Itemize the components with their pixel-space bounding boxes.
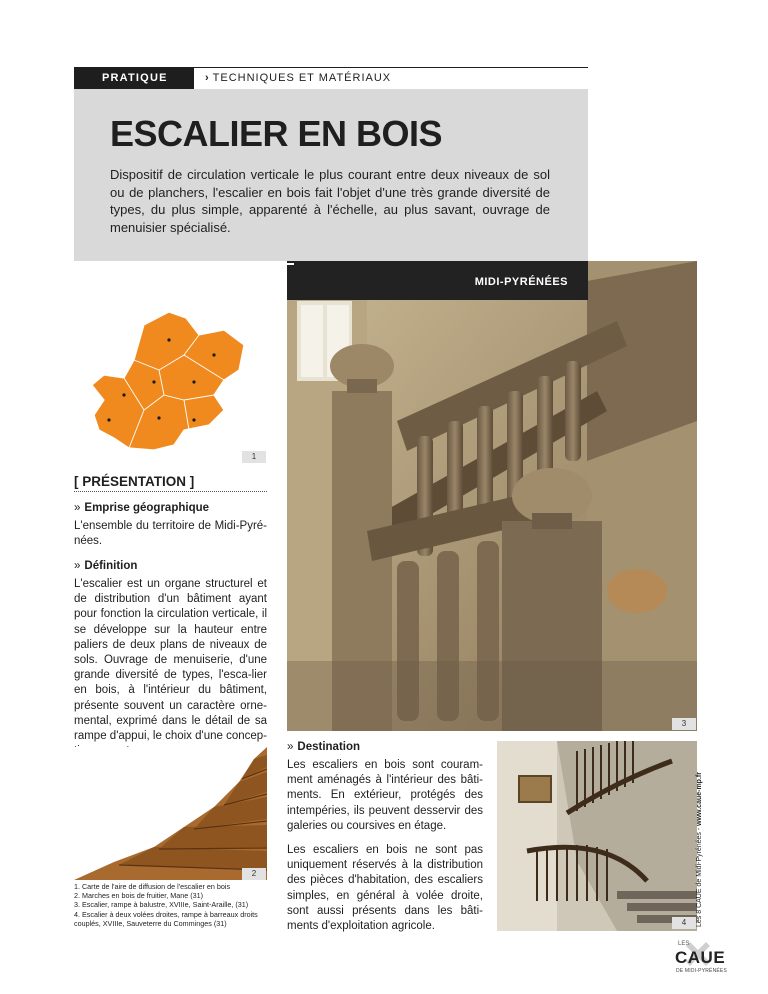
region-map (74, 300, 267, 463)
caption-3: 3. Escalier, rampe à balustre, XVIIIe, Saint-Araille, (31) (74, 900, 249, 910)
bullet-marker: » (287, 741, 294, 753)
region-name: MIDI-PYRÉNÉES (474, 276, 568, 288)
photo-staircase-balusters (287, 261, 697, 731)
corner-crop-mark (284, 263, 294, 273)
subheading-text: Emprise géographique (84, 502, 210, 514)
logo-caue: CAUE (675, 948, 726, 967)
section-heading-presentation: [ PRÉSENTATION ] (74, 474, 195, 489)
category-tab: PRATIQUE (74, 67, 194, 89)
paragraph-destination-1: Les escaliers en bois sont couram-ment aménagés à l'intérieur des bâti-ments. En extérieur, protégés des intempéries, ils peuvent desservir des galeries ou coursives en étage. (287, 759, 483, 832)
page-title: ESCALIER EN BOIS (110, 113, 443, 154)
logo-subtitle: DE MIDI-PYRÉNÉES (676, 968, 727, 974)
caption-2: 2. Marches en bois de fruitier, Mane (31) (74, 891, 204, 901)
figure-number-4: 4 (672, 917, 696, 929)
bullet-marker: » (74, 502, 81, 514)
lead-paragraph: Dispositif de circulation verticale le plus courant entre deux niveaux de sol ou de planchers, l'escalier en bois fait l'objet d'une très grande diversité de types, du plus simple, apparenté à l'échelle, au plus savant, ouvrage de menuisier spécialisé. (110, 167, 550, 235)
photo-two-flight-staircase (497, 741, 697, 931)
caption-4: 4. Escalier à deux volées droites, rampe à barreaux droits couplés, XVIIIe, Sauveterre du Comminges (31) (74, 909, 258, 928)
caption-1: 1. Carte de l'aire de diffusion de l'escalier en bois (74, 882, 231, 891)
subheading-definition (74, 560, 137, 572)
figure-number-1: 1 (242, 451, 266, 463)
paragraph-destination-2: Les escaliers en bois ne sont pas uniquement réservés à la distribution des pièces d'habitation, des escaliers simples, en général à volée droite, sont aussi présents dans les bâti-ments d'exploitation agricole. (287, 844, 483, 933)
subheading-text: Définition (84, 560, 138, 572)
section-label: TECHNIQUES ET MATÉRIAUX (212, 72, 392, 84)
section-breadcrumb (205, 67, 391, 89)
subheading-emprise (74, 502, 209, 514)
subheading-destination (287, 741, 360, 753)
photo-wooden-steps (74, 747, 267, 880)
figure-number-2: 2 (242, 868, 266, 880)
chevron-right-icon: › (205, 72, 210, 84)
figure-captions (74, 882, 269, 928)
logo-les: LES (678, 941, 690, 947)
paragraph-definition: L'escalier est un organe structurel et de distribution d'un bâtiment ayant pour fonction la circulation verticale, il se développe sur la hauteur entre paliers de deux plans de niveaux de sols. Ouvrage de menuiserie, d'une grande diversité de types, l'esca-lier en bois, à l'intérieur du bâtiment, présente souvent un caractère orne-mental, exprimé dans le détail de sa rampe d'appui, le choix d'une concep- (74, 578, 267, 743)
credit-text: Les 8 CAUE de Midi-Pyrénées - (696, 825, 703, 927)
figure-number-3: 3 (672, 718, 696, 730)
paragraph-emprise: L'ensemble du territoire de Midi-Pyré-nées. (74, 520, 267, 548)
bullet-marker: » (74, 560, 81, 572)
credit-url[interactable]: www.caue-mp.fr (696, 772, 703, 826)
dotted-divider (74, 491, 267, 492)
side-credit (696, 667, 703, 927)
subheading-text: Destination (297, 741, 361, 753)
